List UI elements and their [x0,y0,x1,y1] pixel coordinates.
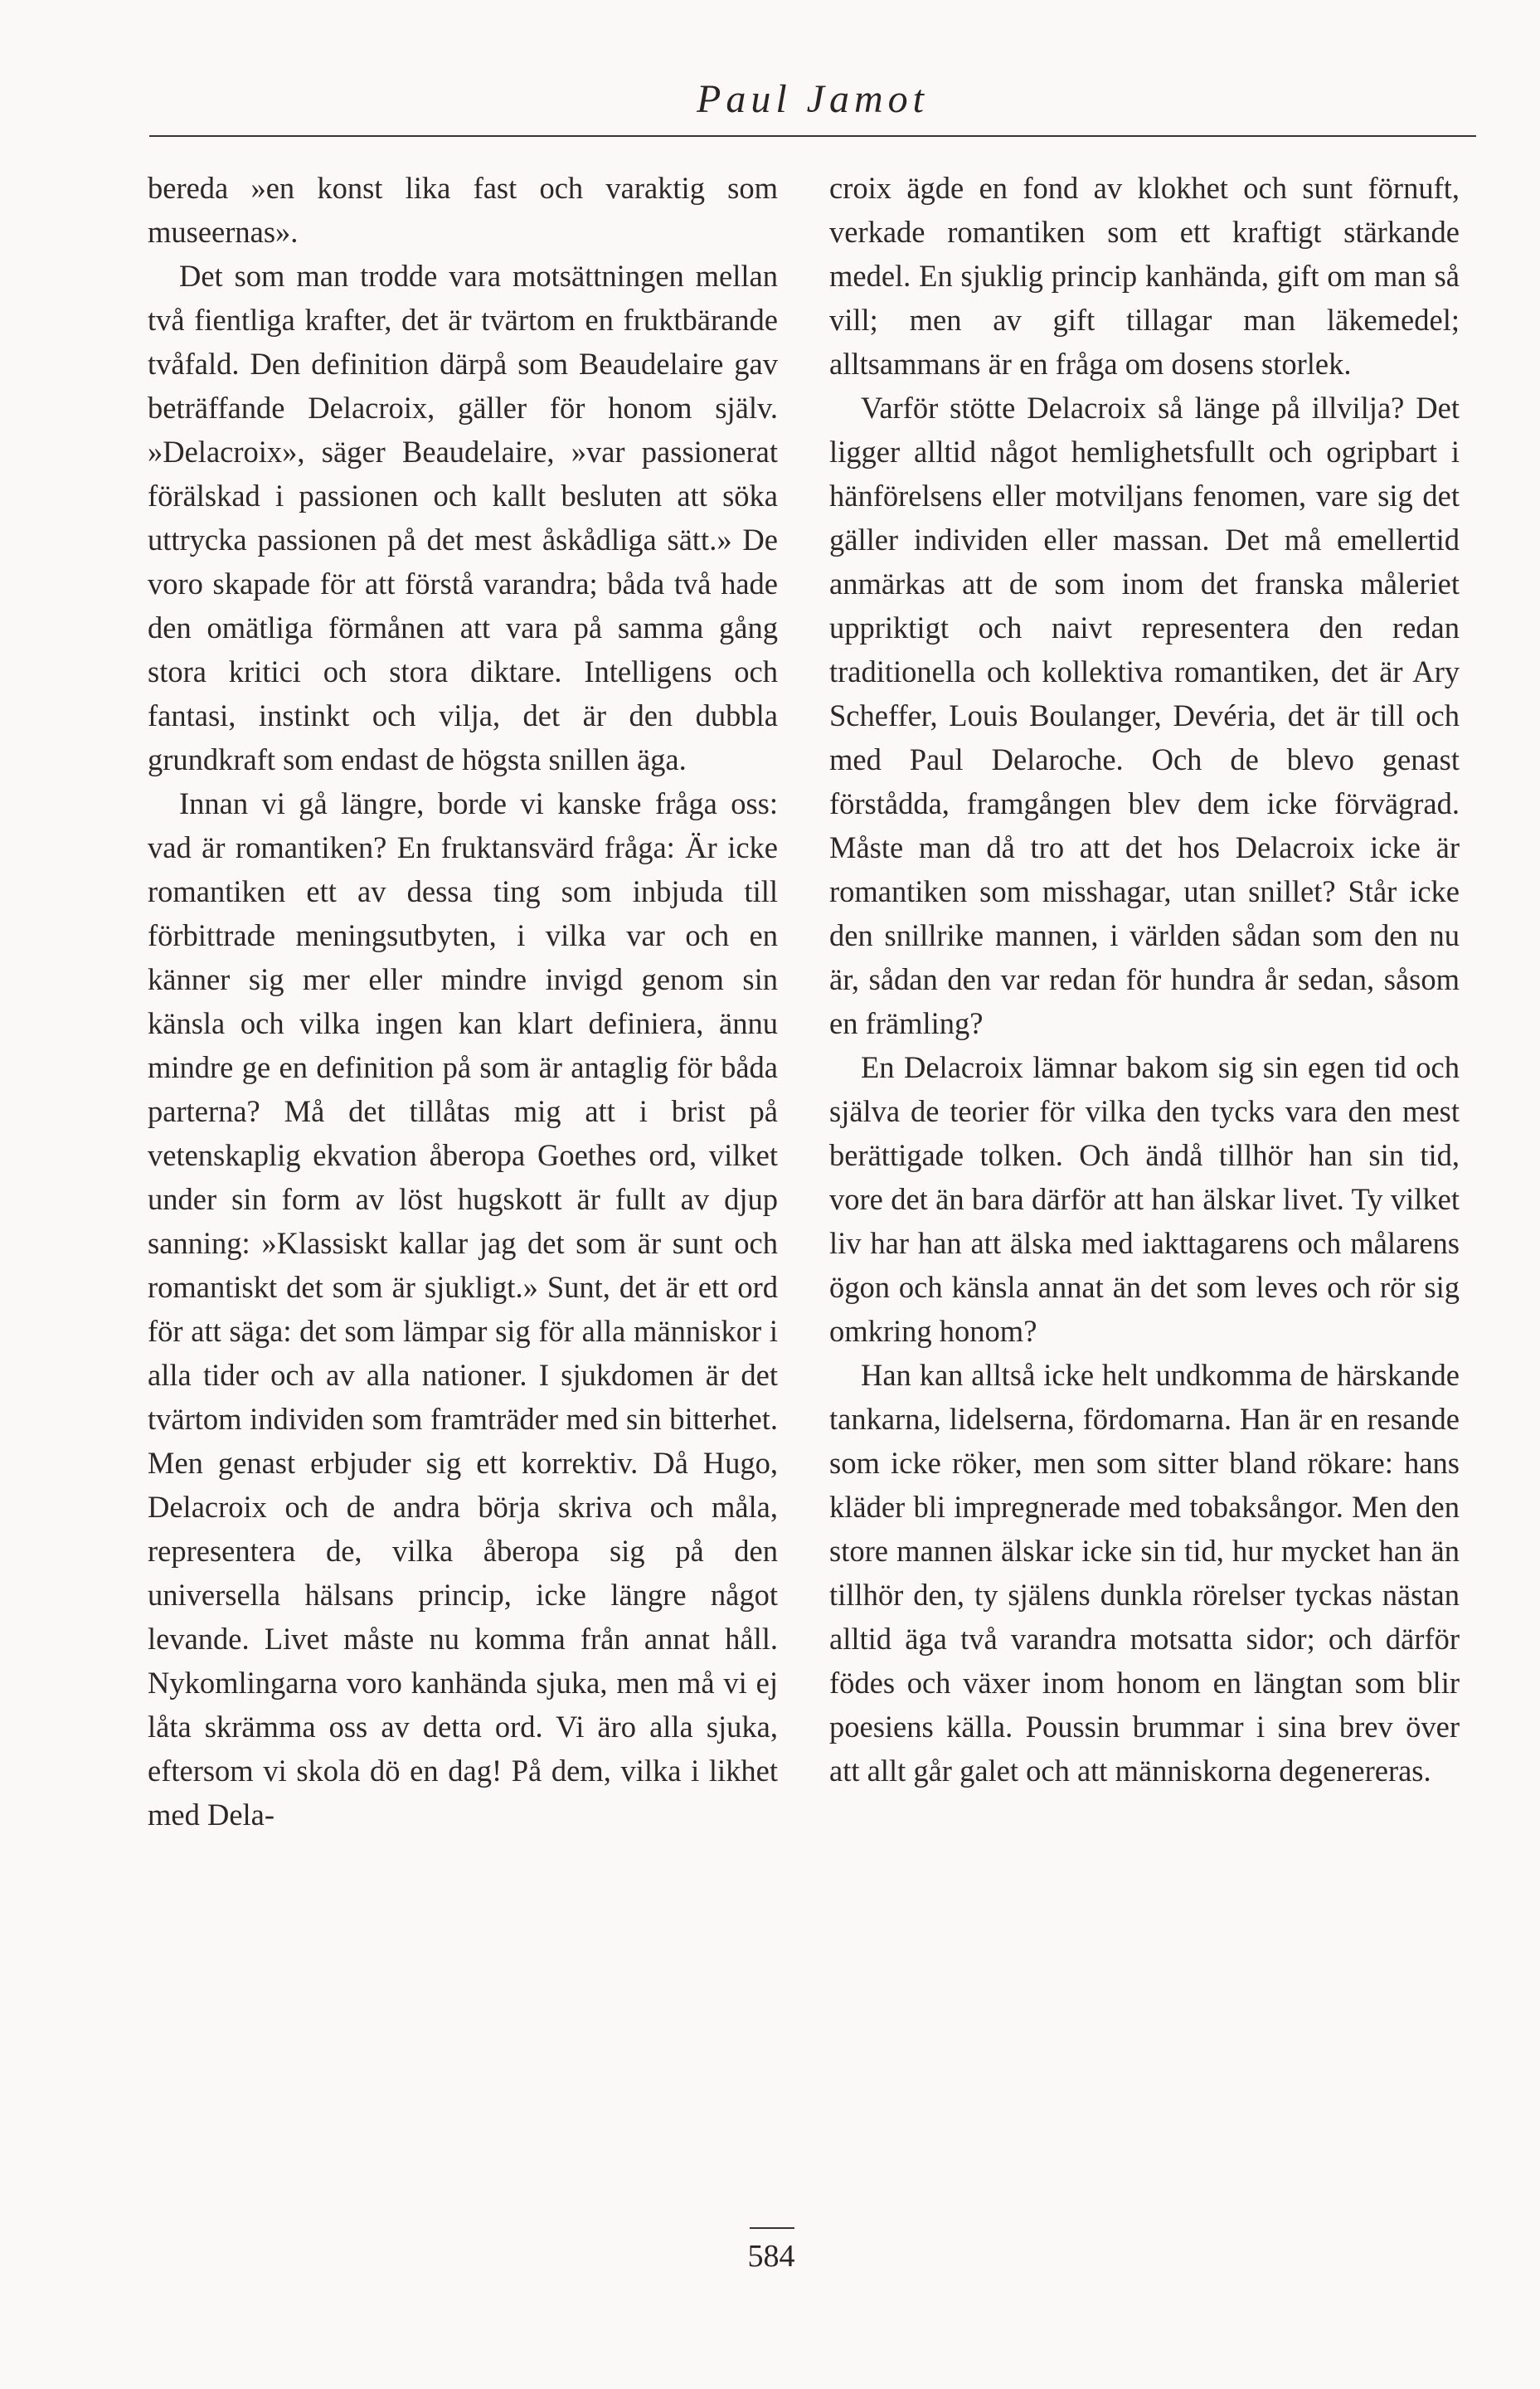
paragraph: croix ägde en fond av klokhet och sunt förnuft, verkade romantiken som ett kraftigt stärkande medel. En sjuklig princip kanhända, gift om man så vill; men av gift tillagar man läkemedel; alltsammans är en fråga om dosens storlek. [829,171,1460,381]
paragraph: En Delacroix lämnar bakom sig sin egen tid och själva de teorier för vilka den tycks vara den mest berättigade tolken. Och ändå tillhör han sin tid, vore det än bara därför att han älskar livet. Ty vilket liv har han att älska med iakttagarens och målarens ögon och känsla annat än det som leves och rör sig omkring honom? [829,1050,1460,1348]
paragraph: Innan vi gå längre, borde vi kanske fråga oss: vad är romantiken? En fruktansvärd fråga: Är icke romantiken ett av dessa ting som inbjuda till förbittrade meningsutbyten, i vilka var och en känner sig mer eller mindre invigd genom sin känsla och vilka ingen kan klart definiera, ännu mindre ge en definition på som är antaglig för båda parterna? Må det tillåtas mig att i brist på vetenskaplig ekvation åberopa Goethes ord, vilket under sin form av löst hugskott är fullt av djup sanning: »Klassiskt kallar jag det som är sunt och romantiskt det som är sjukligt.» Sunt, det är ett ord för att säga: det som lämpar sig för alla människor i alla tider och av alla nationer. I sjukdomen är det tvärtom individen som framträder med sin bitterhet. Men genast erbjuder sig ett korrektiv. Då Hugo, Delacroix och de andra börja skriva och måla, representera de, vilka åberopa sig på den universella hälsans princip, icke längre något levande. Livet måste nu komma från annat håll. Nykomlingarna voro kanhända sjuka, men må vi ej låta skrämma oss av detta ord. Vi äro alla sjuka, eftersom vi skola dö en dag! På dem, vilka i likhet med Dela- [148,786,778,1832]
header-title: Paul Jamot [697,77,929,121]
page-number: 584 [747,2239,795,2274]
running-header [149,66,1476,133]
right-column [829,166,1460,1793]
paragraph: Han kan alltså icke helt undkomma de härskande tankarna, lidelserna, fördomarna. Han är en resande som icke röker, men som sitter bland rökare: hans kläder bli impregnerade med tobaksångor. Men den store mannen älskar icke sin tid, hur mycket han än tillhör den, ty själens dunkla rörelser tyckas nästan alltid äga två varandra motsatta sidor; och därför födes och växer inom honom en längtan som blir poesiens källa. Poussin brummar i sina brev över att allt går galet och att människorna degenereras. [829,1358,1460,1788]
left-column [148,166,778,1837]
paragraph: Varför stötte Delacroix så länge på illvilja? Det ligger alltid något hemlighetsfullt och ogripbart i hänförelsens eller motviljans fenomen, vare sig det gäller individen eller massan. Det må emellertid anmärkas att de som inom det franska måleriet uppriktigt och naivt representera den redan traditionella och kollektiva romantiken, det är Ary Scheffer, Louis Boulanger, Devéria, det är till och med Paul Delaroche. Och de blevo genast förstådda, framgången blev dem icke förvägrad. Måste man då tro att det hos Delacroix icke är romantiken som misshagar, utan snillet? Står icke den snillrike mannen, i världen sådan som den nu är, sådan den var redan för hundra år sedan, såsom en främling? [829,391,1460,1040]
header-rule [149,135,1476,137]
paragraph: Det som man trodde vara motsättningen mellan två fientliga krafter, det är tvärtom en fruktbärande tvåfald. Den definition därpå som Beaudelaire gav beträffande Delacroix, gäller för honom själv. »Delacroix», säger Beaudelaire, »var passionerat förälskad i passionen och kallt besluten att söka uttrycka passionen på det mest åskådliga sätt.» De voro skapade för att förstå varandra; båda två hade den omätliga förmånen att vara på samma gång stora kritici och stora diktare. Intelligens och fantasi, instinkt och vilja, det är den dubbla grundkraft som endast de högsta snillen äga. [148,259,778,776]
footer-rule [750,2227,794,2229]
paragraph: bereda »en konst lika fast och varaktig som museernas». [148,171,778,249]
